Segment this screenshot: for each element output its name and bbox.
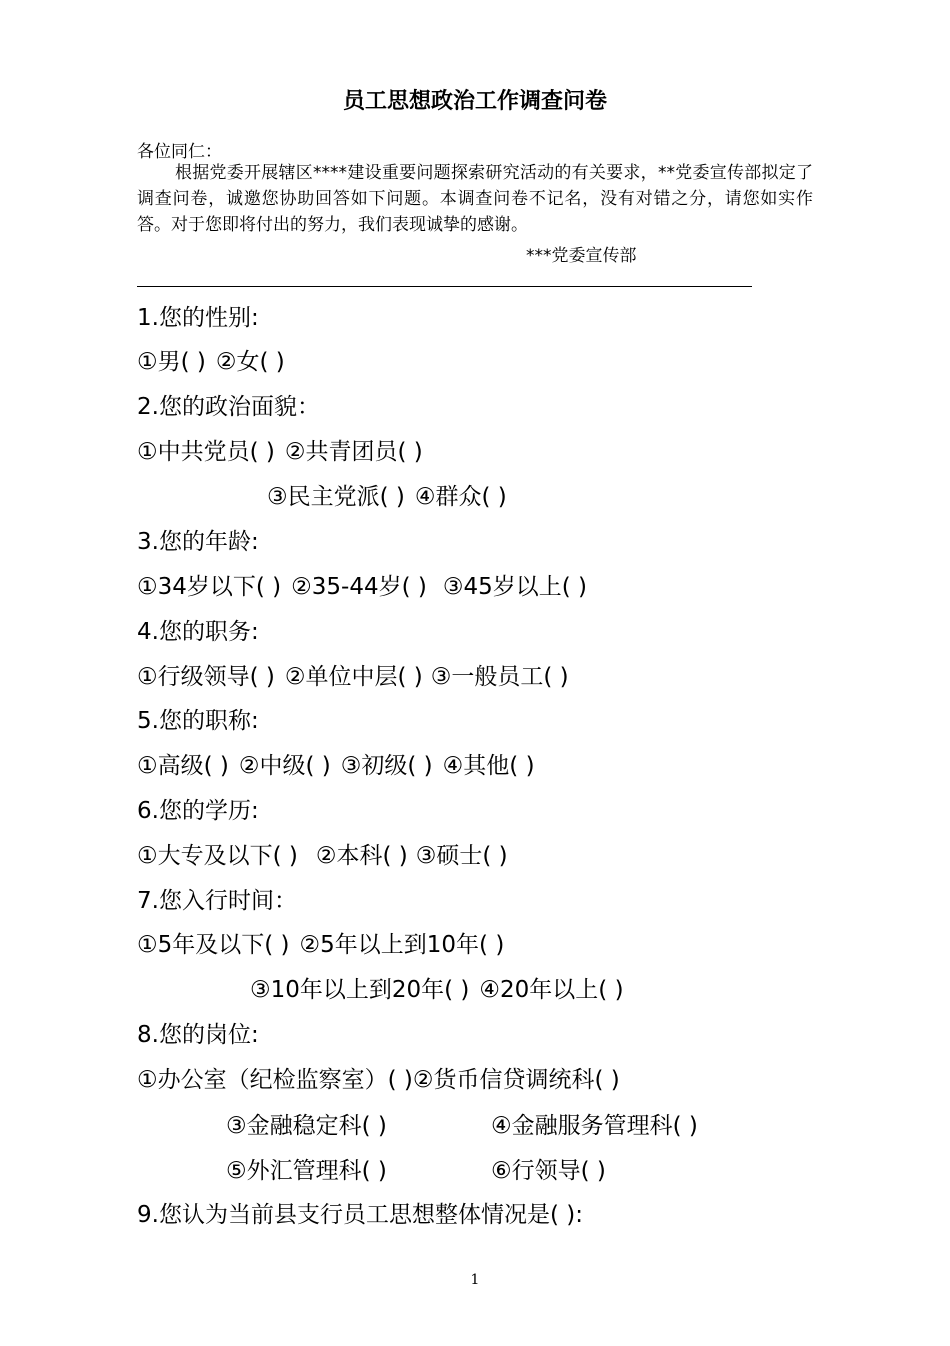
q8-option-bank-leadership[interactable]: ⑥行领导( ): [491, 1158, 606, 1184]
q4-option-general-staff[interactable]: ③一般员工( ): [430, 664, 569, 690]
q2-option-democratic-party[interactable]: ③民主党派( ): [267, 484, 405, 510]
q8-option-forex[interactable]: ⑤外汇管理科( ): [226, 1158, 387, 1184]
question-4-options: [137, 662, 569, 692]
question-1: 1.您的性别:: [137, 305, 259, 331]
q6-option-bachelor[interactable]: ②本科( ): [315, 843, 408, 869]
signature: ***党委宣传部: [526, 246, 637, 266]
page-title: 员工思想政治工作调查问卷: [342, 88, 607, 114]
question-5-options: [137, 751, 535, 781]
page-number: 1: [470, 1272, 480, 1288]
question-7: 7.您入行时间：: [137, 888, 297, 914]
question-3: 3.您的年龄:: [137, 529, 259, 555]
q5-option-senior[interactable]: ①高级( ): [137, 753, 229, 779]
q3-option-over-45[interactable]: ③45岁以上( ): [442, 574, 588, 600]
question-9: 9.您认为当前县支行员工思想整体情况是( ):: [137, 1202, 583, 1228]
q1-option-female[interactable]: ②女( ): [215, 349, 285, 375]
question-4: 4.您的职务:: [137, 619, 259, 645]
question-8-options-row1: [137, 1065, 620, 1095]
question-6: 6.您的学历:: [137, 798, 259, 824]
q7-option-10-to-20[interactable]: ③10年以上到20年( ): [250, 977, 470, 1003]
q3-option-35-44[interactable]: ②35-44岁( ): [291, 574, 427, 600]
q2-option-party-member[interactable]: ①中共党员( ): [137, 439, 275, 465]
q7-option-5-or-less[interactable]: ①5年及以下( ): [137, 932, 290, 958]
q8-option-financial-stability[interactable]: ③金融稳定科( ): [226, 1113, 387, 1139]
question-6-options: [137, 841, 508, 871]
question-7-options-row2: [250, 975, 624, 1005]
greeting: 各位同仁：: [137, 142, 222, 162]
intro-paragraph: 根据党委开展辖区****建设重要问题探索研究活动的有关要求，**党委宣传部拟定了调查问卷，诚邀您协助回答如下问题。本调查问卷不记名，没有对错之分，请您如实作答。对于您即将付出的努力，我们表现诚挚的感谢。: [137, 163, 813, 235]
q8-option-monetary-credit[interactable]: ②货币信贷调统科( ): [412, 1067, 620, 1093]
q7-option-over-20[interactable]: ④20年以上( ): [479, 977, 624, 1003]
q4-option-middle-manager[interactable]: ②单位中层( ): [284, 664, 423, 690]
question-5: 5.您的职称:: [137, 708, 259, 734]
q1-option-male[interactable]: ①男( ): [137, 349, 206, 375]
divider-line: [137, 286, 752, 287]
question-2-options-row1: [137, 437, 423, 467]
q6-option-master[interactable]: ③硕士( ): [415, 843, 508, 869]
q3-option-under-34[interactable]: ①34岁以下( ): [137, 574, 282, 600]
q6-option-college[interactable]: ①大专及以下( ): [137, 843, 298, 869]
q7-option-5-to-10[interactable]: ②5年以上到10年( ): [299, 932, 505, 958]
q8-option-financial-services[interactable]: ④金融服务管理科( ): [491, 1113, 698, 1139]
q5-option-other[interactable]: ④其他( ): [442, 753, 535, 779]
q5-option-intermediate[interactable]: ②中级( ): [238, 753, 331, 779]
question-8: 8.您的岗位:: [137, 1022, 259, 1048]
q5-option-junior[interactable]: ③初级( ): [340, 753, 433, 779]
q8-option-office[interactable]: ①办公室（纪检监察室）( ): [137, 1067, 413, 1093]
question-2-options-row2: [267, 482, 507, 512]
question-1-options: [137, 347, 285, 377]
question-2: 2.您的政治面貌：: [137, 394, 320, 420]
q2-option-masses[interactable]: ④群众( ): [414, 484, 507, 510]
question-3-options: [137, 572, 587, 602]
q2-option-youth-league[interactable]: ②共青团员( ): [284, 439, 423, 465]
question-7-options-row1: [137, 930, 504, 960]
q4-option-bank-leader[interactable]: ①行级领导( ): [137, 664, 275, 690]
